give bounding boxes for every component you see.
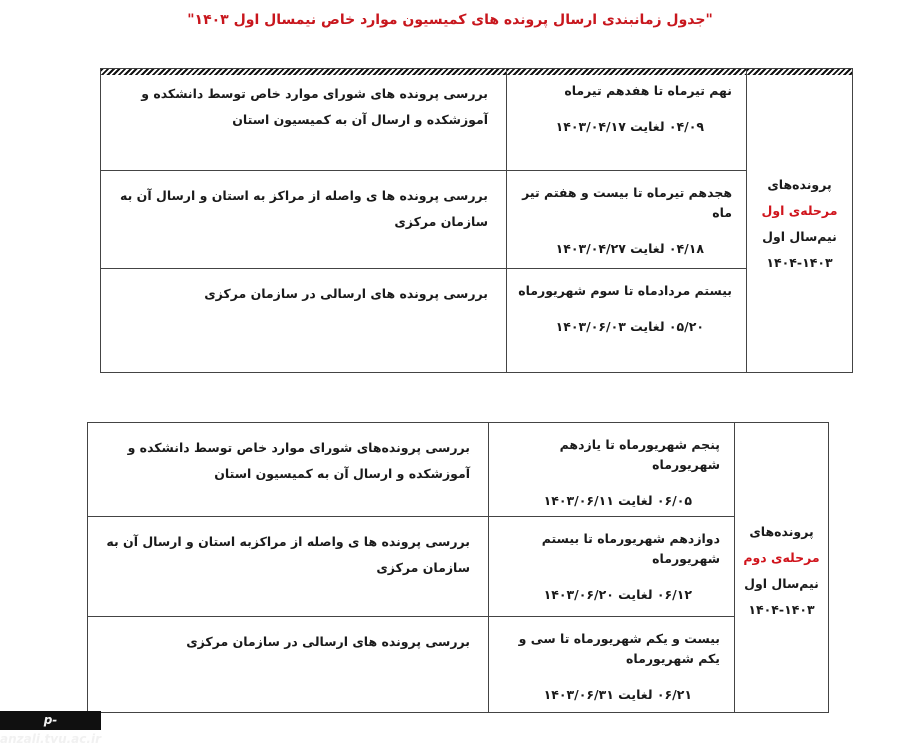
date-cell xyxy=(507,171,747,269)
description-text: بررسی پرونده های شورای موارد خاص توسط دانشکده و آموزشکده و ارسال آن به کمیسیون استان xyxy=(141,86,488,127)
hatched-border xyxy=(507,69,746,75)
description-text: بررسی پرونده‌های شورای موارد خاص توسط دانشکده و آموزشکده و ارسال آن به کمیسیون استان xyxy=(127,440,470,481)
description-cell xyxy=(101,269,507,373)
description-text: بررسی پرونده های ارسالی در سازمان مرکزی xyxy=(186,634,470,649)
date-cell xyxy=(489,517,735,617)
date-cell xyxy=(507,69,747,171)
period-text: دوازدهم شهریورماه تا بیستم شهریورماه xyxy=(541,531,720,566)
period-text: هجدهم تیرماه تا بیست و هفتم تیر ماه xyxy=(522,185,732,220)
hatched-border xyxy=(747,69,852,75)
description-text: بررسی پرونده ها ی واصله از مراکزبه استان و ارسال آن به سازمان مرکزی xyxy=(106,534,470,575)
stage-label-line: مرحله‌ی دوم xyxy=(743,549,820,565)
schedule-table-stage-one xyxy=(100,68,853,373)
stage-label-line: پرونده‌های xyxy=(749,523,814,539)
description-cell xyxy=(88,423,489,517)
stage-label-line: مرحله‌ی اول xyxy=(761,202,838,218)
date-range: ۰۶/۱۲ لغایت ۱۴۰۳/۰۶/۲۰ xyxy=(543,587,692,602)
date-cell xyxy=(507,269,747,373)
date-range: ۰۶/۰۵ لغایت ۱۴۰۳/۰۶/۱۱ xyxy=(543,493,692,508)
hatched-border xyxy=(101,69,506,75)
date-cell xyxy=(489,617,735,713)
period-text: پنجم شهریورماه تا یازدهم شهریورماه xyxy=(559,437,720,472)
description-text: بررسی پرونده ها ی واصله از مراکز به استان و ارسال آن به سازمان مرکزی xyxy=(120,188,488,229)
description-cell xyxy=(88,517,489,617)
description-text: بررسی پرونده های ارسالی در سازمان مرکزی xyxy=(204,286,488,301)
schedule-table-stage-two xyxy=(87,422,829,713)
stage-label-cell xyxy=(747,69,853,373)
page-title: "جدول زمانبندی ارسال پرونده های کمیسیون موارد خاص نیمسال اول ۱۴۰۳" xyxy=(187,12,713,28)
date-range: ۰۵/۲۰ لغایت ۱۴۰۳/۰۶/۰۳ xyxy=(555,319,704,334)
stage-label-line: ۱۴۰۴-۱۴۰۳ xyxy=(748,601,815,617)
description-cell xyxy=(101,69,507,171)
website-watermark: p-anzali.tvu.ac.ir xyxy=(0,713,101,746)
description-cell xyxy=(101,171,507,269)
date-range: ۰۶/۲۱ لغایت ۱۴۰۳/۰۶/۳۱ xyxy=(543,687,692,702)
period-text: بیستم مردادماه تا سوم شهریورماه xyxy=(518,283,732,298)
date-cell xyxy=(489,423,735,517)
period-text: بیست و یکم شهریورماه تا سی و یکم شهریورماه xyxy=(518,631,720,666)
date-range: ۰۴/۰۹ لغایت ۱۴۰۳/۰۴/۱۷ xyxy=(555,119,704,134)
stage-label-cell xyxy=(735,423,829,713)
period-text: نهم تیرماه تا هفدهم تیرماه xyxy=(564,83,732,98)
stage-label-line: نیم‌سال اول xyxy=(762,228,837,244)
stage-label-line: ۱۴۰۴-۱۴۰۳ xyxy=(766,254,833,270)
description-cell xyxy=(88,617,489,713)
stage-label-line: پرونده‌های xyxy=(767,176,832,192)
date-range: ۰۴/۱۸ لغایت ۱۴۰۳/۰۴/۲۷ xyxy=(555,241,704,256)
stage-label-line: نیم‌سال اول xyxy=(744,575,819,591)
